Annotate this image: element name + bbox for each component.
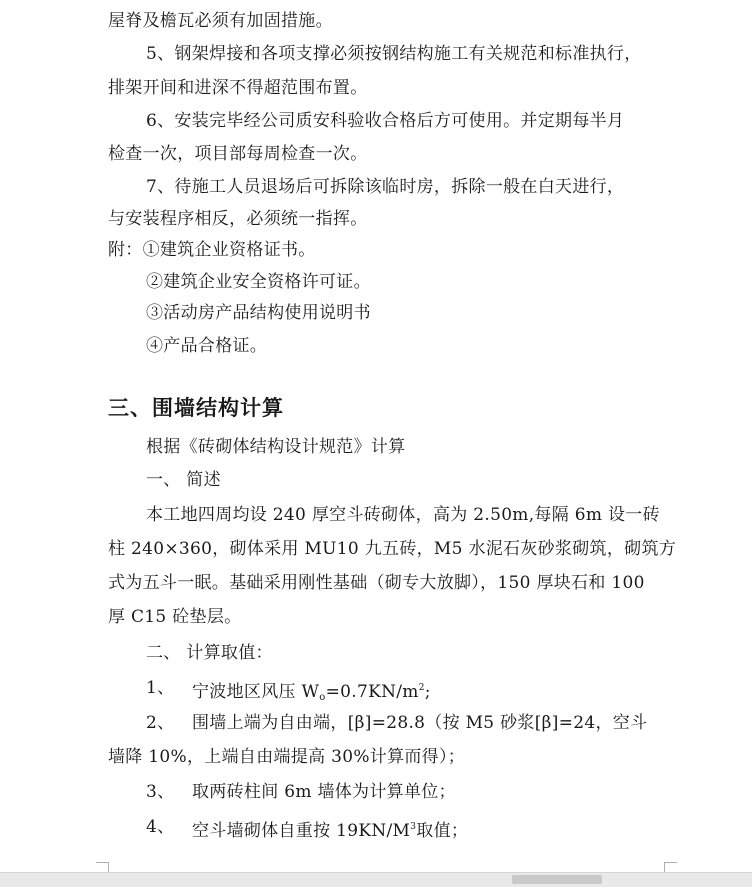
text-line: 式为五斗一眠。基础采用刚性基础（砌专大放脚），150 厚块石和 100 <box>108 573 645 593</box>
text-line: 排架开间和进深不得超范围布置。 <box>108 78 368 98</box>
text-line: 柱 240×360，砌体采用 MU10 九五砖，M5 水泥石灰砂浆砌筑，砌筑方 <box>108 539 677 559</box>
scrollbar-thumb[interactable] <box>512 875 602 884</box>
list-item-text: 宁波地区风压 $W_o=0.7KN/m^2$; <box>192 682 431 703</box>
list-item-text: 空斗墙砌体自重按 $19KN/M^3$取值； <box>192 821 469 841</box>
list-item-number: 3、 <box>146 782 175 802</box>
list-item-text: 墙降 10%，上端自由端提高 30%计算而得）； <box>108 747 466 767</box>
text-line: 5、钢架焊接和各项支撑必须按钢结构施工有关规范和标准执行， <box>146 44 642 64</box>
list-item-number: 4、 <box>146 817 175 837</box>
attachment-heading: 附：①建筑企业资格证书。 <box>108 240 316 260</box>
list-item-number: 1、 <box>146 678 175 698</box>
subsection-heading: 一、 简述 <box>146 470 221 490</box>
horizontal-scrollbar[interactable] <box>0 872 752 887</box>
attachment-item: ②建筑企业安全资格许可证。 <box>146 272 371 292</box>
text-line: 根据《砖砌体结构设计规范》计算 <box>146 437 406 457</box>
text-line: 厚 C15 砼垫层。 <box>108 607 242 627</box>
list-item-text: 围墙上端为自由端，[β]=28.8（按 M5 砂浆[β]=24，空斗 <box>192 713 648 733</box>
attachment-item: ④产品合格证。 <box>146 336 268 356</box>
text-line: 检查一次，项目部每周检查一次。 <box>108 144 368 164</box>
text-line: 6、安装完毕经公司质安科验收合格后方可使用。并定期每半月 <box>146 111 625 131</box>
list-item-number: 2、 <box>146 713 175 733</box>
attachment-item: ③活动房产品结构使用说明书 <box>146 303 371 323</box>
text-line: 与安装程序相反，必须统一指挥。 <box>108 209 368 229</box>
section-heading: 三、围墙结构计算 <box>108 396 284 420</box>
list-item-text: 取两砖柱间 6m 墙体为计算单位； <box>192 782 456 802</box>
subsection-heading: 二、 计算取值： <box>146 643 273 663</box>
text-line: 7、待施工人员退场后可拆除该临时房，拆除一般在白天进行， <box>146 177 625 197</box>
text-line: 本工地四周均设 240 厚空斗砖砌体，高为 2.50m,每隔 6m 设一砖 <box>146 505 660 525</box>
text-line: 屋脊及檐瓦必须有加固措施。 <box>108 11 333 31</box>
